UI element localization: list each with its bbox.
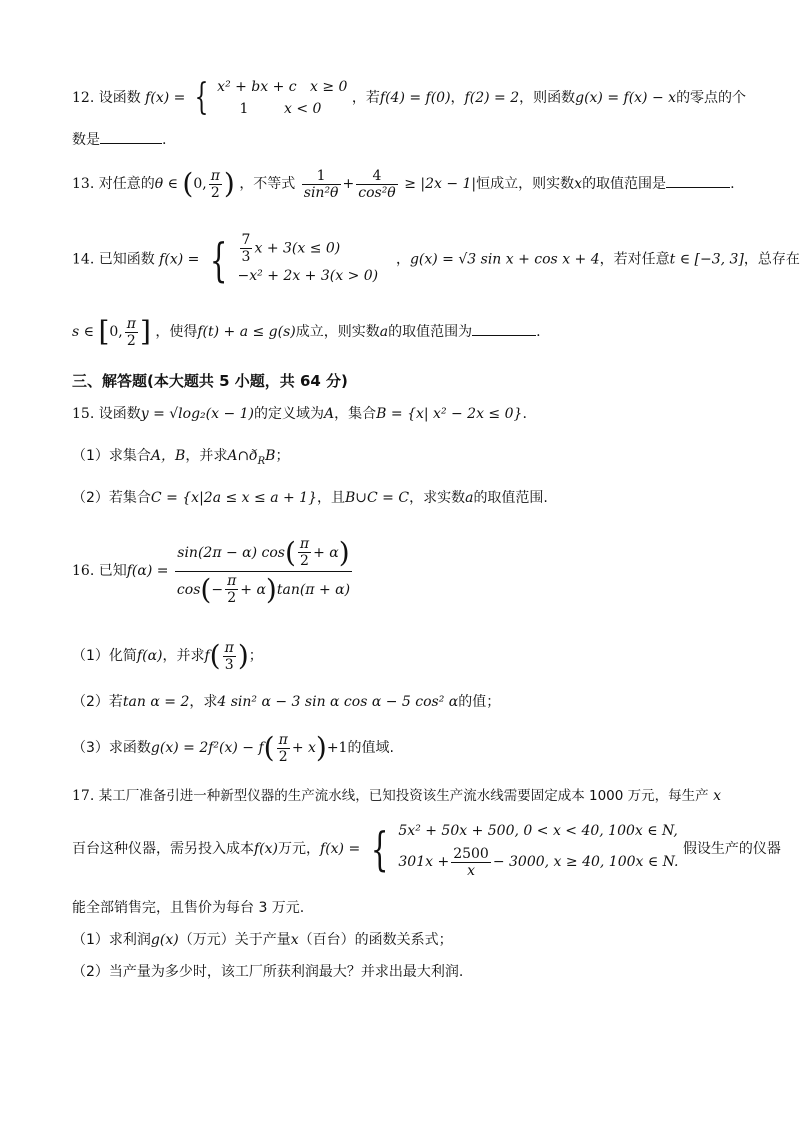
q16-number: 16. (72, 563, 95, 579)
q13-number: 13. (72, 176, 95, 192)
q14-cases: $\frac{7}{3}$ x + 3(x ≤ 0) −x² + 2x + 3(x > 0) (237, 232, 379, 284)
q15-line1: 15. 设函数y = √log₂(x − 1)的定义域为A，集合B = {x| x² − 2x ≤ 0}. (72, 406, 527, 422)
q14-line1: 14. 已知函数 f(x) = { $\frac{7}{3}$ x + 3(x ≤ 0) −x² + 2x + 3(x > 0) ，g(x) = √3 sin x + cos x + 4，若对任意t ∈ [−3, 3]，总存在 (72, 232, 800, 287)
q14-line2: s ∈ [0, $\frac{\pi}{2}$ ] ，使得f(t) + a ≤ g(s)成立，则实数a的取值范围为 . (72, 315, 541, 349)
q12-line2: 数是 . (72, 132, 167, 148)
q16-part3: （3）求函数g(x) = 2f²(x) − f( $\frac{\pi}{2}$ + x)+1的值域. (72, 731, 394, 765)
q17-line1: 17. 某工厂准备引进一种新型仪器的生产流水线，已知投资该生产流水线需要固定成本 1000 万元，每生产 x (72, 788, 722, 804)
q15-part1: （1）求集合A，B，并求$A\cap ð_RB$； (72, 448, 290, 467)
q13-answer-blank[interactable] (666, 187, 730, 188)
q12-cases: x² + bx + c x ≥ 0 1 x < 0 (217, 79, 348, 117)
q17-line2: 百台这种仪器，需另投入成本f(x)万元，f(x) = { 5x² + 50x + 500, 0 < x < 40, 100x ∈ N, 301x + $\frac{2500}{x}$ − 3000, x ≥ 40, 100x ∈ N. 假设生产的仪器 (72, 816, 734, 882)
q13-line: 13. 对任意的θ ∈ (0, $\frac{\pi}{2}$ ) ，不等式 $\frac{1}{\text{sin²θ}}$ + $\frac{4}{\text{cos²θ}}$ ≥ |2x − 1|恒成立，则实数x的取值范围是 . (72, 167, 735, 201)
q16-part2: （2）若tan α = 2，求4 sin² α − 3 sin α cos α − 5 cos² α的值； (72, 694, 501, 710)
q15-part2: （2）若集合C = {x|2a ≤ x ≤ a + 1}，且B∪C = C，求实数a的取值范围. (72, 490, 548, 506)
q15-number: 15. (72, 406, 95, 422)
q17-line3: 能全部销售完，且售价为每台 3 万元. (72, 900, 305, 916)
q14-answer-blank[interactable] (472, 335, 536, 336)
q17-cases: 5x² + 50x + 500, 0 < x < 40, 100x ∈ N, 301x + $\frac{2500}{x}$ − 3000, x ≥ 40, 100x ∈ N. (398, 823, 679, 879)
q16-part1: （1）化简f(α)，并求f( $\frac{\pi}{3}$ )； (72, 639, 263, 673)
q17-part2: （2）当产量为多少时，该工厂所获利润最大？并求出最大利润. (72, 964, 464, 980)
section-heading: 三、解答题(本大题共 5 小题，共 64 分) (72, 372, 348, 390)
q14-number: 14. (72, 251, 95, 268)
q12-number: 12. (72, 90, 95, 106)
q12-line1: 12. 设函数 f(x) = { x² + bx + c x ≥ 0 1 x < 0 ，若f(4) = f(0)，f(2) = 2，则函数g(x) = f(x) − x的零点的个 (72, 77, 747, 118)
q17-part1: （1）求利润g(x)（万元）关于产量x（百台）的函数关系式； (72, 932, 453, 948)
q17-number: 17. (72, 788, 95, 804)
q12-answer-blank[interactable] (100, 143, 162, 144)
q16-line: 16. 已知f(α) = sin(2π − α) cos( $\frac{\pi}{2}$ + α) cos(− $\frac{\pi}{2}$ + α)tan(π + α) (72, 535, 351, 606)
q16-fraction: sin(2π − α) cos( $\frac{\pi}{2}$ + α) cos(− $\frac{\pi}{2}$ + α)tan(π + α) (176, 535, 351, 606)
